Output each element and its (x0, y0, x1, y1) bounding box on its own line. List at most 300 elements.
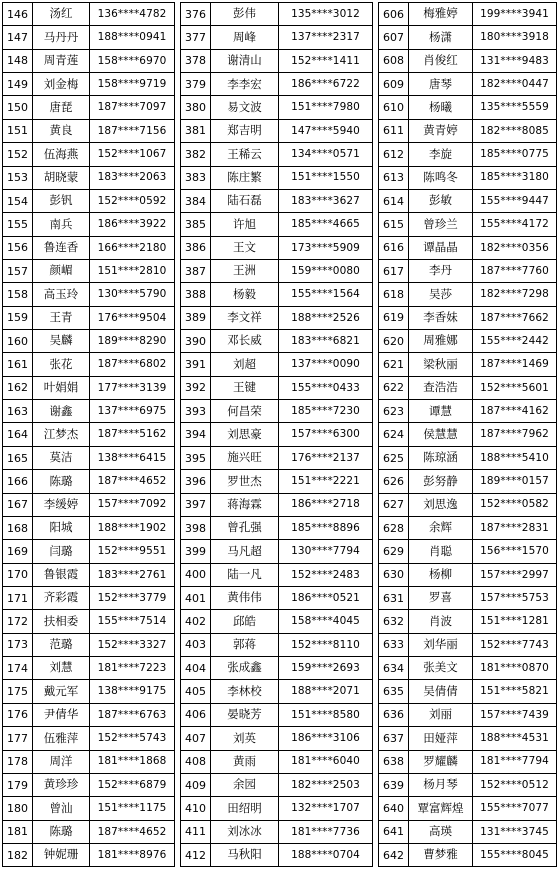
row-number: 616 (379, 236, 409, 259)
row-number: 175 (3, 680, 33, 703)
row-number: 162 (3, 376, 33, 399)
phone-number: 185****0775 (473, 143, 557, 166)
row-number: 174 (3, 657, 33, 680)
row-number: 402 (181, 610, 211, 633)
table-row (3, 306, 175, 329)
table-row (181, 516, 373, 539)
person-name: 汤红 (33, 3, 90, 26)
person-name: 彭努静 (409, 470, 473, 493)
person-name: 颜嵋 (33, 259, 90, 282)
phone-number: 182****7298 (473, 283, 557, 306)
person-name: 曾珍兰 (409, 213, 473, 236)
phone-number: 187****4162 (473, 400, 557, 423)
table-row (3, 540, 175, 563)
phone-number: 132****1707 (279, 797, 373, 820)
person-name: 莫洁 (33, 446, 90, 469)
row-number: 377 (181, 26, 211, 49)
row-number: 633 (379, 633, 409, 656)
row-number: 399 (181, 540, 211, 563)
person-name: 马凡超 (211, 540, 279, 563)
row-number: 379 (181, 73, 211, 96)
person-name: 陈璐 (33, 820, 90, 843)
row-number: 160 (3, 330, 33, 353)
person-name: 刘思豪 (211, 423, 279, 446)
person-name: 谭慧 (409, 400, 473, 423)
person-name: 南兵 (33, 213, 90, 236)
person-name: 曹梦雅 (409, 843, 473, 866)
table-row (181, 353, 373, 376)
phone-number: 183****2761 (90, 563, 175, 586)
person-name: 唐琴 (409, 73, 473, 96)
table-row (379, 680, 557, 703)
person-name: 李李宏 (211, 73, 279, 96)
row-number: 393 (181, 400, 211, 423)
person-name: 李林校 (211, 680, 279, 703)
phone-number: 152****5601 (473, 376, 557, 399)
row-number: 176 (3, 703, 33, 726)
table-row (181, 189, 373, 212)
row-number: 630 (379, 563, 409, 586)
phone-number: 152****1411 (279, 49, 373, 72)
person-name: 刘慧 (33, 657, 90, 680)
phone-number: 158****9719 (90, 73, 175, 96)
phone-number: 157****7439 (473, 703, 557, 726)
person-name: 伍雅萍 (33, 727, 90, 750)
row-number: 634 (379, 657, 409, 680)
table-row (379, 423, 557, 446)
table-row (379, 353, 557, 376)
phone-number: 187****7962 (473, 423, 557, 446)
person-name: 陈璐 (33, 470, 90, 493)
phone-number: 189****0157 (473, 470, 557, 493)
person-name: 杨潇 (409, 26, 473, 49)
phone-number: 187****7097 (90, 96, 175, 119)
row-number: 618 (379, 283, 409, 306)
phone-number: 199****3941 (473, 3, 557, 26)
table-row (3, 470, 175, 493)
person-name: 杨柳 (409, 563, 473, 586)
table-row (379, 633, 557, 656)
table-row (181, 820, 373, 843)
person-name: 闫璐 (33, 540, 90, 563)
person-name: 高玉玲 (33, 283, 90, 306)
phone-number: 155****9447 (473, 189, 557, 212)
row-number: 392 (181, 376, 211, 399)
row-number: 381 (181, 119, 211, 142)
row-number: 155 (3, 213, 33, 236)
table-row (3, 236, 175, 259)
person-name: 梅雅婷 (409, 3, 473, 26)
row-number: 388 (181, 283, 211, 306)
table-row (181, 306, 373, 329)
roster-table-3 (378, 2, 557, 867)
row-number: 167 (3, 493, 33, 516)
row-number: 411 (181, 820, 211, 843)
phone-number: 182****8085 (473, 119, 557, 142)
phone-number: 157****6300 (279, 423, 373, 446)
table-row (379, 563, 557, 586)
row-number: 152 (3, 143, 33, 166)
person-name: 尹倩华 (33, 703, 90, 726)
row-number: 383 (181, 166, 211, 189)
person-name: 黄青婷 (409, 119, 473, 142)
table-row (379, 73, 557, 96)
row-number: 617 (379, 259, 409, 282)
person-name: 许旭 (211, 213, 279, 236)
row-number: 609 (379, 73, 409, 96)
person-name: 陈鸣冬 (409, 166, 473, 189)
table-row (181, 470, 373, 493)
row-number: 606 (379, 3, 409, 26)
row-number: 636 (379, 703, 409, 726)
phone-number: 152****0512 (473, 773, 557, 796)
row-number: 614 (379, 189, 409, 212)
table-row (379, 330, 557, 353)
row-number: 640 (379, 797, 409, 820)
person-name: 吴倩倩 (409, 680, 473, 703)
table-row (181, 540, 373, 563)
table-row (379, 750, 557, 773)
phone-number: 151****1550 (279, 166, 373, 189)
row-number: 395 (181, 446, 211, 469)
row-number: 168 (3, 516, 33, 539)
phone-number: 183****3627 (279, 189, 373, 212)
row-number: 159 (3, 306, 33, 329)
row-number: 631 (379, 586, 409, 609)
person-name: 黄伟伟 (211, 586, 279, 609)
row-number: 157 (3, 259, 33, 282)
person-name: 罗耀麟 (409, 750, 473, 773)
table-row (3, 843, 175, 866)
person-name: 黄雨 (211, 750, 279, 773)
person-name: 鲁连香 (33, 236, 90, 259)
row-number: 397 (181, 493, 211, 516)
person-name: 江梦杰 (33, 423, 90, 446)
person-name: 查浩浩 (409, 376, 473, 399)
person-name: 王洲 (211, 259, 279, 282)
table-row (3, 680, 175, 703)
phone-number: 155****4172 (473, 213, 557, 236)
phone-number: 130****5790 (90, 283, 175, 306)
phone-number: 186****6722 (279, 73, 373, 96)
phone-number: 155****1564 (279, 283, 373, 306)
person-name: 李旋 (409, 143, 473, 166)
table-row (379, 166, 557, 189)
person-name: 周青莲 (33, 49, 90, 72)
row-number: 180 (3, 797, 33, 820)
person-name: 刘思逸 (409, 493, 473, 516)
person-name: 何昌荣 (211, 400, 279, 423)
phone-number: 185****8896 (279, 516, 373, 539)
person-name: 王青 (33, 306, 90, 329)
row-number: 384 (181, 189, 211, 212)
phone-number: 181****6040 (279, 750, 373, 773)
roster-table-1 (2, 2, 175, 867)
person-name: 刘超 (211, 353, 279, 376)
phone-number: 130****7794 (279, 540, 373, 563)
person-name: 陈庄繁 (211, 166, 279, 189)
table-row (181, 843, 373, 866)
row-number: 386 (181, 236, 211, 259)
table-row (379, 3, 557, 26)
row-number: 382 (181, 143, 211, 166)
table-row (181, 797, 373, 820)
table-row (379, 540, 557, 563)
row-number: 405 (181, 680, 211, 703)
person-name: 谢清山 (211, 49, 279, 72)
table-row (3, 96, 175, 119)
row-number: 410 (181, 797, 211, 820)
person-name: 马秋阳 (211, 843, 279, 866)
table-row (3, 446, 175, 469)
phone-number: 157****7092 (90, 493, 175, 516)
phone-number: 181****7223 (90, 657, 175, 680)
phone-number: 186****3922 (90, 213, 175, 236)
table-row (181, 376, 373, 399)
table-row (181, 680, 373, 703)
person-name: 刘丽 (409, 703, 473, 726)
phone-number: 152****2483 (279, 563, 373, 586)
person-name: 晏晓芳 (211, 703, 279, 726)
phone-number: 187****4652 (90, 470, 175, 493)
table-row (3, 493, 175, 516)
row-number: 394 (181, 423, 211, 446)
table-row (379, 657, 557, 680)
person-name: 周洋 (33, 750, 90, 773)
table-row (181, 49, 373, 72)
table-row (379, 213, 557, 236)
table-row (379, 703, 557, 726)
row-number: 403 (181, 633, 211, 656)
table-row (181, 259, 373, 282)
phone-number: 159****0080 (279, 259, 373, 282)
table-row (181, 119, 373, 142)
phone-number: 186****2718 (279, 493, 373, 516)
table-row (3, 73, 175, 96)
person-name: 马丹丹 (33, 26, 90, 49)
person-name: 阳城 (33, 516, 90, 539)
phone-number: 181****7794 (473, 750, 557, 773)
table-row (3, 563, 175, 586)
person-name: 郑吉明 (211, 119, 279, 142)
row-number: 641 (379, 820, 409, 843)
person-name: 高瑛 (409, 820, 473, 843)
row-number: 150 (3, 96, 33, 119)
row-number: 166 (3, 470, 33, 493)
person-name: 杨毅 (211, 283, 279, 306)
person-name: 吴莎 (409, 283, 473, 306)
table-row (181, 3, 373, 26)
phone-number: 138****9175 (90, 680, 175, 703)
phone-number: 186****0521 (279, 586, 373, 609)
person-name: 张成鑫 (211, 657, 279, 680)
table-row (181, 143, 373, 166)
roster-table-2 (180, 2, 373, 867)
person-name: 戴元军 (33, 680, 90, 703)
phone-number: 187****4652 (90, 820, 175, 843)
table-row (181, 26, 373, 49)
row-number: 169 (3, 540, 33, 563)
phone-number: 187****6802 (90, 353, 175, 376)
table-row (3, 213, 175, 236)
table-row (3, 750, 175, 773)
table-row (3, 400, 175, 423)
row-number: 608 (379, 49, 409, 72)
table-row (3, 423, 175, 446)
phone-number: 152****0582 (473, 493, 557, 516)
phone-number: 158****6970 (90, 49, 175, 72)
person-name: 罗喜 (409, 586, 473, 609)
person-name: 陈琼涵 (409, 446, 473, 469)
person-name: 张美文 (409, 657, 473, 680)
phone-number: 151****2810 (90, 259, 175, 282)
table-row (3, 703, 175, 726)
table-row (3, 143, 175, 166)
person-name: 李缓婷 (33, 493, 90, 516)
table-row (3, 586, 175, 609)
row-number: 181 (3, 820, 33, 843)
row-number: 156 (3, 236, 33, 259)
phone-number: 182****2503 (279, 773, 373, 796)
table-row (181, 563, 373, 586)
row-number: 161 (3, 353, 33, 376)
phone-number: 180****3918 (473, 26, 557, 49)
row-number: 170 (3, 563, 33, 586)
table-row (181, 633, 373, 656)
phone-number: 188****1902 (90, 516, 175, 539)
table-row (3, 283, 175, 306)
row-number: 412 (181, 843, 211, 866)
person-name: 陆一凡 (211, 563, 279, 586)
person-name: 李香妹 (409, 306, 473, 329)
table-row (379, 49, 557, 72)
phone-number: 183****2063 (90, 166, 175, 189)
table-row (379, 259, 557, 282)
phone-number: 187****7662 (473, 306, 557, 329)
row-number: 151 (3, 119, 33, 142)
person-name: 肖俊红 (409, 49, 473, 72)
row-number: 376 (181, 3, 211, 26)
person-name: 扶相委 (33, 610, 90, 633)
phone-number: 135****5559 (473, 96, 557, 119)
table-row (3, 516, 175, 539)
phone-number: 147****5940 (279, 119, 373, 142)
phone-number: 188****5410 (473, 446, 557, 469)
phone-number: 137****2317 (279, 26, 373, 49)
row-number: 637 (379, 727, 409, 750)
phone-number: 155****2442 (473, 330, 557, 353)
table-row (3, 330, 175, 353)
table-row (379, 493, 557, 516)
person-name: 胡晓蒙 (33, 166, 90, 189)
row-number: 171 (3, 586, 33, 609)
table-row (181, 213, 373, 236)
row-number: 627 (379, 493, 409, 516)
phone-number: 181****1868 (90, 750, 175, 773)
phone-number: 185****3180 (473, 166, 557, 189)
person-name: 郭蒋 (211, 633, 279, 656)
table-row (181, 657, 373, 680)
table-row (379, 843, 557, 866)
person-name: 齐彩霞 (33, 586, 90, 609)
phone-number: 155****7077 (473, 797, 557, 820)
row-number: 380 (181, 96, 211, 119)
table-row (181, 703, 373, 726)
row-number: 612 (379, 143, 409, 166)
row-number: 389 (181, 306, 211, 329)
person-name: 刘金梅 (33, 73, 90, 96)
row-number: 406 (181, 703, 211, 726)
phone-number: 151****1175 (90, 797, 175, 820)
phone-number: 188****4531 (473, 727, 557, 750)
table-row (181, 330, 373, 353)
person-name: 覃富辉煌 (409, 797, 473, 820)
phone-number: 176****2137 (279, 446, 373, 469)
person-name: 王键 (211, 376, 279, 399)
row-number: 607 (379, 26, 409, 49)
row-number: 629 (379, 540, 409, 563)
row-number: 178 (3, 750, 33, 773)
row-number: 638 (379, 750, 409, 773)
table-row (3, 797, 175, 820)
row-number: 620 (379, 330, 409, 353)
row-number: 387 (181, 259, 211, 282)
phone-number: 181****0870 (473, 657, 557, 680)
table-row (379, 283, 557, 306)
row-number: 165 (3, 446, 33, 469)
row-number: 642 (379, 843, 409, 866)
row-number: 408 (181, 750, 211, 773)
table-row (181, 236, 373, 259)
row-number: 177 (3, 727, 33, 750)
table-row (181, 727, 373, 750)
row-number: 624 (379, 423, 409, 446)
row-number: 398 (181, 516, 211, 539)
person-name: 谭晶晶 (409, 236, 473, 259)
person-name: 肖聪 (409, 540, 473, 563)
phone-number: 138****6415 (90, 446, 175, 469)
person-name: 肖波 (409, 610, 473, 633)
person-name: 吴麟 (33, 330, 90, 353)
row-number: 407 (181, 727, 211, 750)
row-number: 396 (181, 470, 211, 493)
phone-number: 173****5909 (279, 236, 373, 259)
row-number: 401 (181, 586, 211, 609)
person-name: 田绍明 (211, 797, 279, 820)
row-number: 172 (3, 610, 33, 633)
phone-number: 134****0571 (279, 143, 373, 166)
phone-number: 155****8045 (473, 843, 557, 866)
phone-number: 181****8976 (90, 843, 175, 866)
table-row (379, 610, 557, 633)
table-row (3, 773, 175, 796)
table-row (379, 96, 557, 119)
person-name: 梁秋丽 (409, 353, 473, 376)
phone-number: 135****3012 (279, 3, 373, 26)
row-number: 611 (379, 119, 409, 142)
table-row (379, 586, 557, 609)
person-name: 邓长威 (211, 330, 279, 353)
table-row (3, 727, 175, 750)
row-number: 619 (379, 306, 409, 329)
phone-number: 189****8290 (90, 330, 175, 353)
person-name: 鲁银霞 (33, 563, 90, 586)
row-number: 404 (181, 657, 211, 680)
phone-number: 187****7156 (90, 119, 175, 142)
table-row (181, 73, 373, 96)
table-row (3, 353, 175, 376)
row-number: 628 (379, 516, 409, 539)
